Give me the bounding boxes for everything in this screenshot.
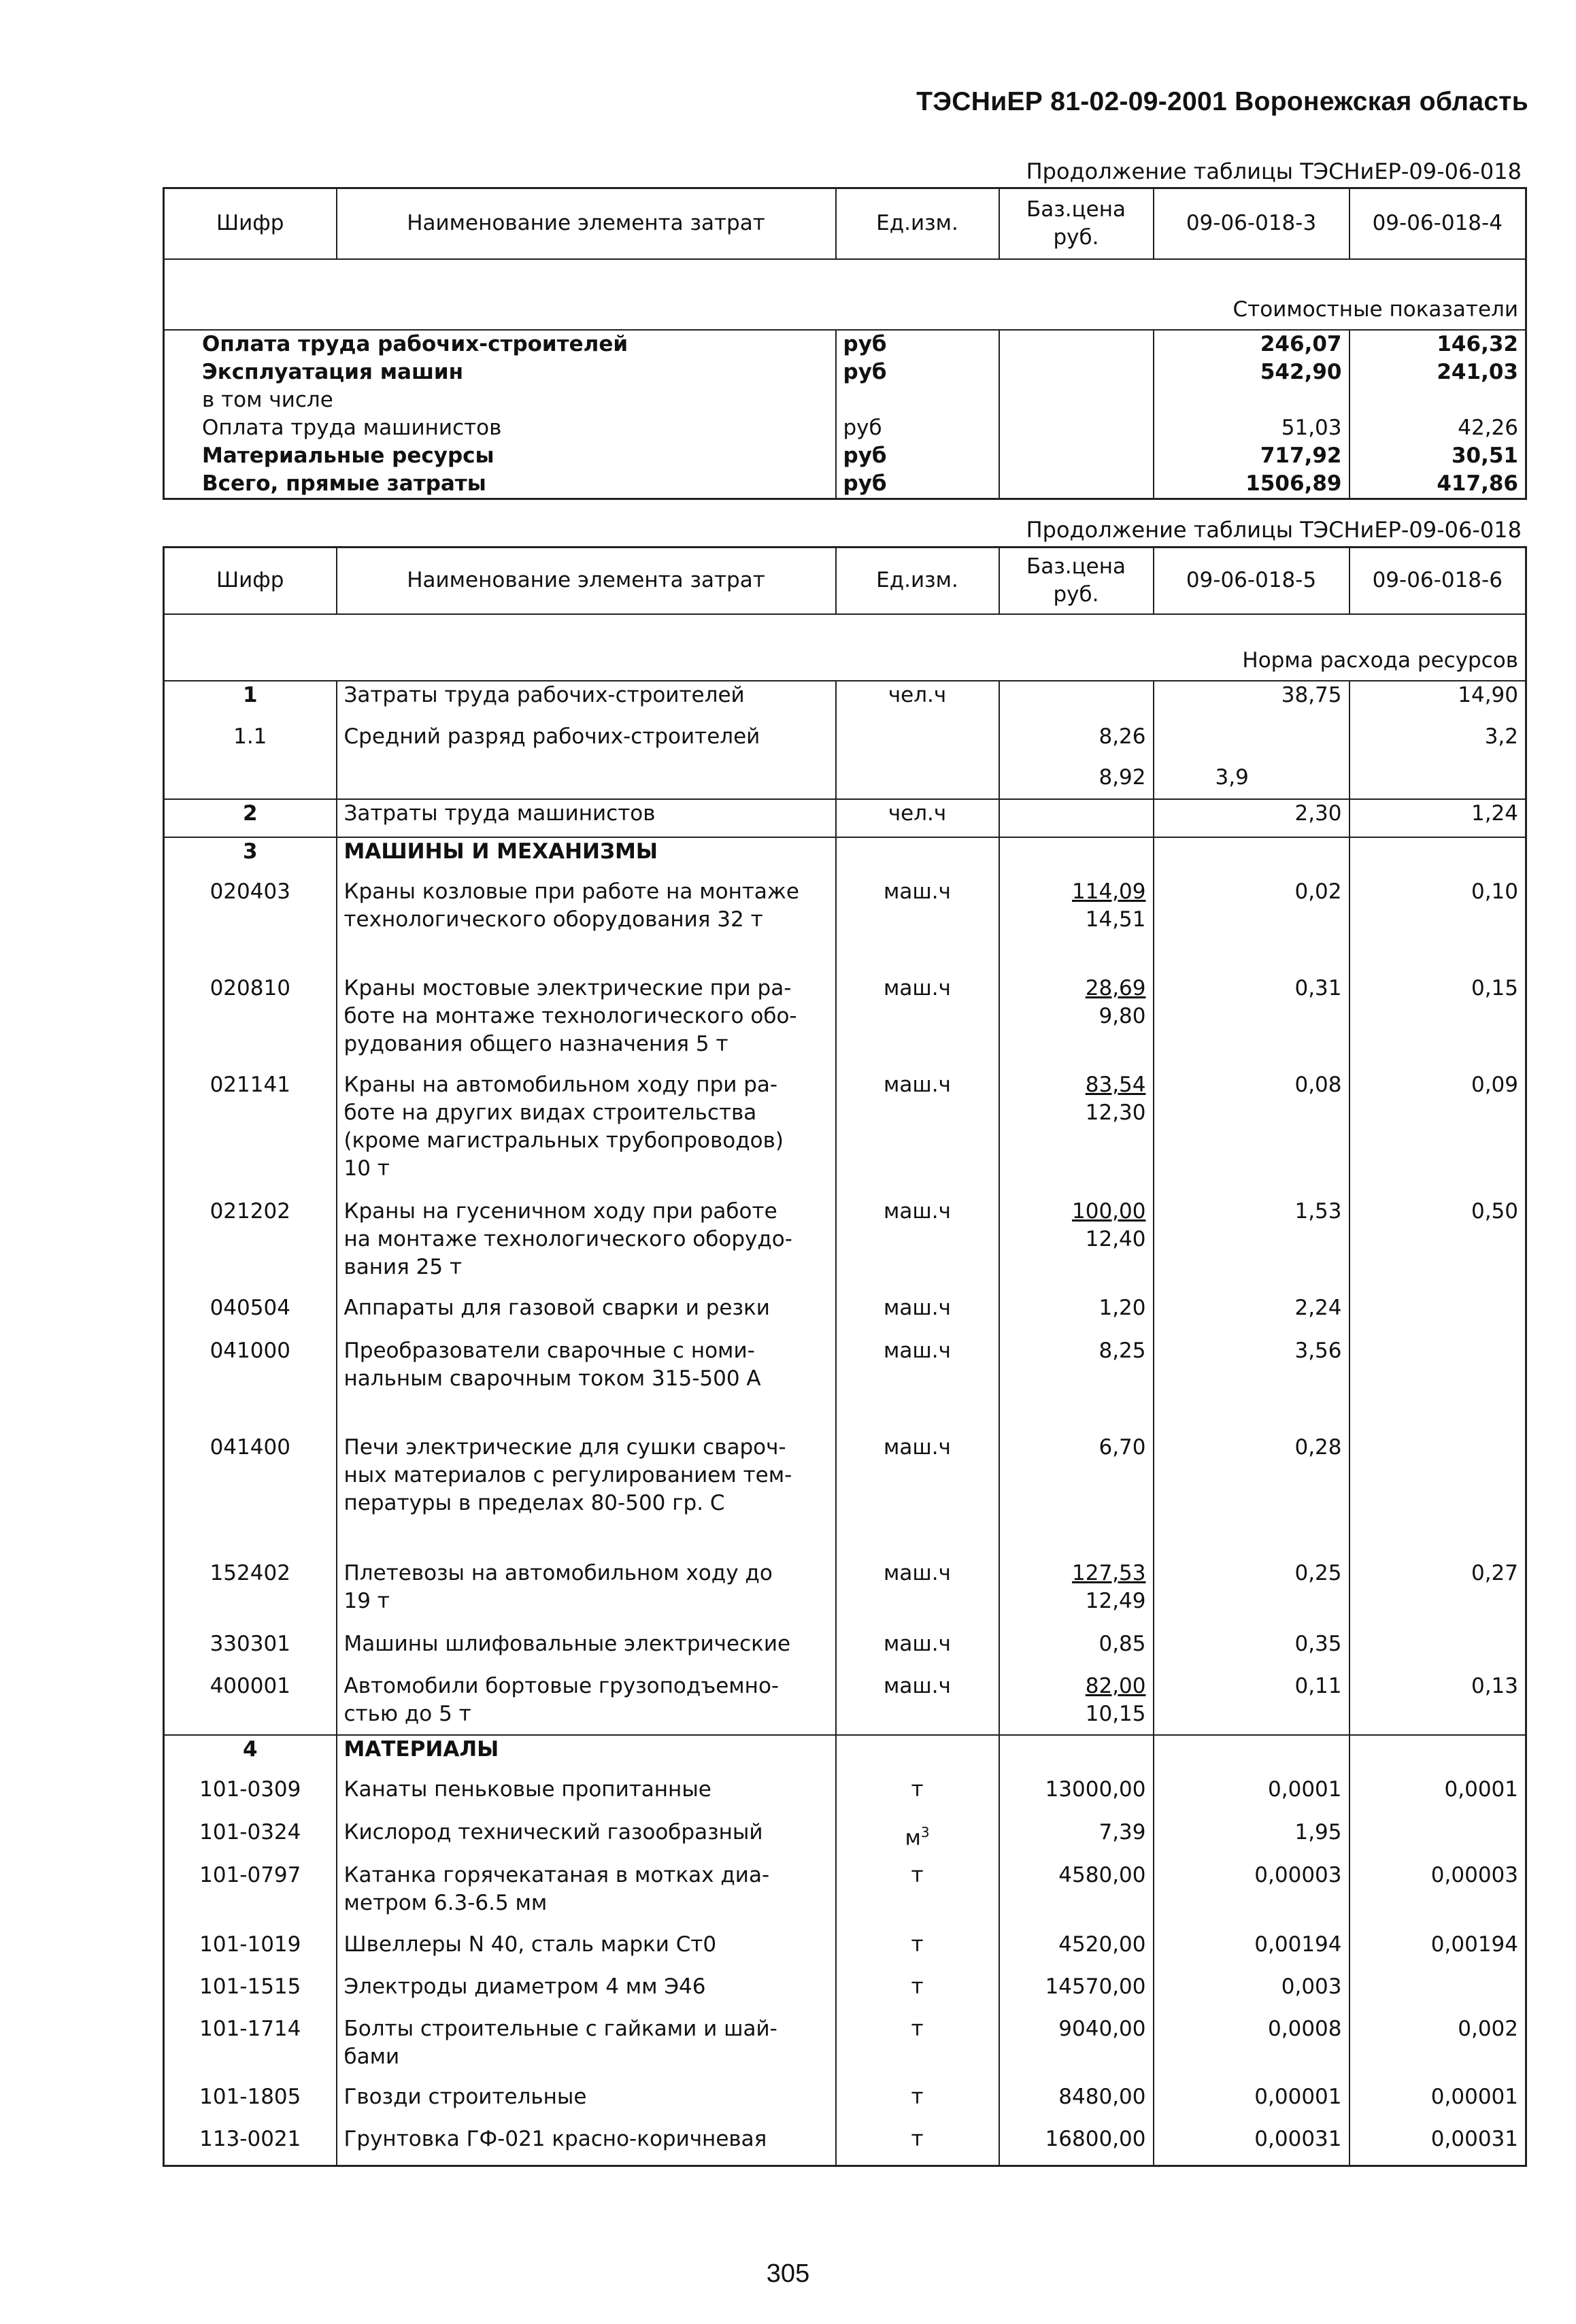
table-row: 101-1805 Гвозди строительные т 8480,00 0,00001 0,00001 bbox=[164, 2083, 1526, 2125]
col-header-col1: 09-06-018-5 bbox=[1154, 548, 1349, 614]
page-number: 305 bbox=[766, 2259, 810, 2288]
table2-section-row bbox=[164, 647, 1526, 681]
machines-section-row: 3 МАШИНЫ И МЕХАНИЗМЫ bbox=[164, 837, 1526, 878]
table-row: Оплата труда машинистов руб 51,03 42,26 bbox=[164, 414, 1526, 442]
table-row: 101-1019 Швеллеры N 40, сталь марки Ст0 т 4520,00 0,00194 0,00194 bbox=[164, 1931, 1526, 1973]
table-row: 101-0324 Кислород технический газообразный $м^3$ 7,39 1,95 bbox=[164, 1819, 1526, 1862]
table2-header-row bbox=[164, 548, 1526, 614]
materials-section-row: 4 МАТЕРИАЛЫ bbox=[164, 1735, 1526, 1776]
table-row: 113-0021 Грунтовка ГФ-021 красно-коричневая т 16800,00 0,00031 0,00031 bbox=[164, 2125, 1526, 2166]
table-row: 2 Затраты труда машинистов чел.ч 2,30 1,24 bbox=[164, 799, 1526, 837]
cost-indicators-table bbox=[163, 187, 1527, 500]
table-row: 020810 Краны мостовые электрические при ра- боте на монтаже технологического обо- рудования общего назначения 5 т маш.ч 28,69 9,80 0,31 0,15 bbox=[164, 975, 1526, 1071]
table-row: 041400 Печи электрические для сушки свароч- ных материалов с регулированием тем- пературы в пределах 80-500 гр. С маш.ч 6,70 0,28 bbox=[164, 1434, 1526, 1560]
col-header-col1: 09-06-018-3 bbox=[1154, 188, 1349, 259]
page-header-title: ТЭСНиЕР 81-02-09-2001 Воронежская область bbox=[916, 87, 1528, 116]
col-header-price: Баз.цена руб. bbox=[999, 548, 1154, 614]
table-row: Эксплуатация машин руб 542,90 241,03 bbox=[164, 358, 1526, 386]
table-row: 101-0797 Катанка горячекатаная в мотках диа- метром 6.3-6.5 мм т 4580,00 0,00003 0,00003 bbox=[164, 1862, 1526, 1931]
table-row: 101-1515 Электроды диаметром 4 мм Э46 т 14570,00 0,003 bbox=[164, 1973, 1526, 2015]
col-header-unit: Ед.изм. bbox=[836, 188, 999, 259]
table-row: Материальные ресурсы руб 717,92 30,51 bbox=[164, 442, 1526, 470]
table-row: Всего, прямые затраты руб 1506,89 417,86 bbox=[164, 470, 1526, 499]
section-label: Стоимостные показатели bbox=[1154, 296, 1526, 330]
table-row: 021202 Краны на гусеничном ходу при работе на монтаже технологического оборудо- вания 25 т маш.ч 100,00 12,40 1,53 0,50 bbox=[164, 1198, 1526, 1294]
table-row: 330301 Машины шлифовальные электрические маш.ч 0,85 0,35 bbox=[164, 1630, 1526, 1672]
table1-section-row bbox=[164, 296, 1526, 330]
table1-continuation: Продолжение таблицы ТЭСНиЕР-09-06-018 bbox=[1026, 158, 1522, 184]
col-header-col2: 09-06-018-4 bbox=[1349, 188, 1526, 259]
table-row: 041000 Преобразователи сварочные с номи- нальным сварочным током 315-500 А маш.ч 8,25 3,56 bbox=[164, 1337, 1526, 1434]
col-header-code: Шифр bbox=[164, 188, 337, 259]
table-row: Оплата труда рабочих-строителей руб 246,07 146,32 bbox=[164, 330, 1526, 358]
col-header-price: Баз.цена руб. bbox=[999, 188, 1154, 259]
table-row: 020403 Краны козловые при работе на монтаже технологического оборудования 32 т маш.ч 114,09 14,51 0,02 0,10 bbox=[164, 878, 1526, 975]
table-row: 1 Затраты труда рабочих-строителей чел.ч 38,75 14,90 bbox=[164, 681, 1526, 723]
table-row: 101-1714 Болты строительные с гайками и шай- бами т 9040,00 0,0008 0,002 bbox=[164, 2015, 1526, 2083]
table-row: 8,92 3,9 bbox=[164, 764, 1526, 799]
col-header-code: Шифр bbox=[164, 548, 337, 614]
col-header-unit: Ед.изм. bbox=[836, 548, 999, 614]
table-row: 400001 Автомобили бортовые грузоподъемно- стью до 5 т маш.ч 82,00 10,15 0,11 0,13 bbox=[164, 1672, 1526, 1735]
table-row: 040504 Аппараты для газовой сварки и резки маш.ч 1,20 2,24 bbox=[164, 1294, 1526, 1337]
table-row: 101-0309 Канаты пеньковые пропитанные т 13000,00 0,0001 0,0001 bbox=[164, 1776, 1526, 1819]
table1-header-row bbox=[164, 188, 1526, 259]
col-header-name: Наименование элемента затрат bbox=[337, 188, 836, 259]
table-row: 1.1 Средний разряд рабочих-строителей 8,26 3,2 bbox=[164, 723, 1526, 764]
section-label: Норма расхода ресурсов bbox=[1154, 647, 1526, 681]
table-row: 021141 Краны на автомобильном ходу при ра- боте на других видах строительства (кроме магистральных трубопроводов) 10 т маш.ч 83,54 12,30 0,08 0,09 bbox=[164, 1071, 1526, 1198]
table-row: в том числе bbox=[164, 386, 1526, 414]
table-row: 152402 Плетевозы на автомобильном ходу до 19 т маш.ч 127,53 12,49 0,25 0,27 bbox=[164, 1560, 1526, 1630]
resource-norms-table bbox=[163, 546, 1527, 2167]
col-header-name: Наименование элемента затрат bbox=[337, 548, 836, 614]
table2-continuation: Продолжение таблицы ТЭСНиЕР-09-06-018 bbox=[1026, 517, 1522, 543]
col-header-col2: 09-06-018-6 bbox=[1349, 548, 1526, 614]
